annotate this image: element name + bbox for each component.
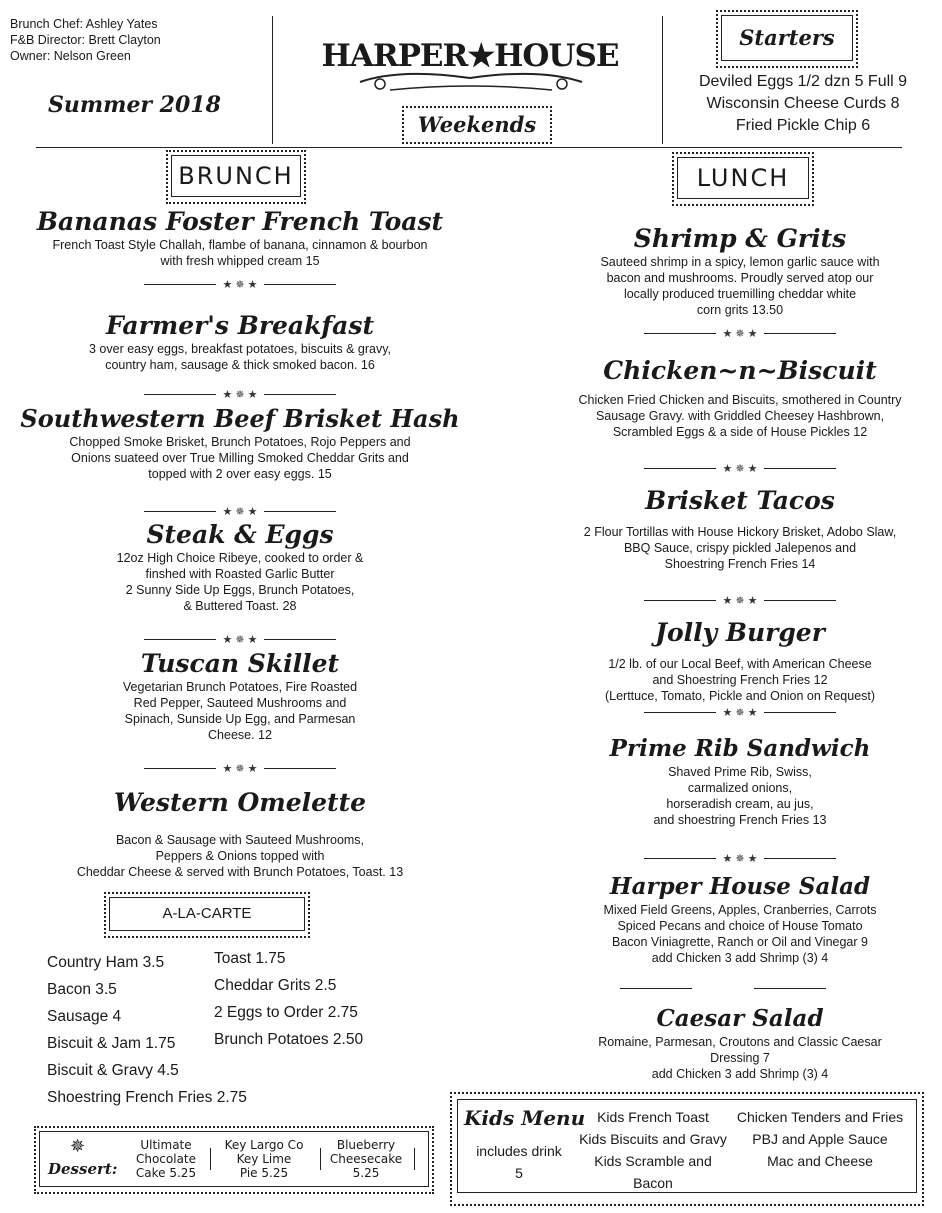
alacarte-heading-box [104,892,310,938]
alacarte-item: Brunch Potatoes 2.50 [214,1031,364,1048]
divider: ★ ✵ ★ [540,594,940,607]
alacarte-item: Cheddar Grits 2.5 [214,977,337,994]
alacarte-heading: A-LA-CARTE [162,905,252,922]
staff-list [10,16,161,64]
lunch-item-desc: Chicken Fried Chicken and Biscuits, smothered in Country Sausage Gravy. with Griddled Cheesey Hashbrown, Scrambled Eggs & a side of House Pickles 12 [578,393,902,439]
starters-heading: Starters [739,25,835,50]
logo [320,20,620,100]
brunch-item [20,649,460,743]
brunch-item [5,788,475,880]
brunch-item-name: Southwestern Beef Brisket Hash [20,404,460,433]
lunch-item-desc: 2 Flour Tortillas with House Hickory Brisket, Adobo Slaw, BBQ Sauce, crispy pickled Jalepenos and Shoestring French Fries 14 [583,525,897,571]
kids-item: Kids French Toast [597,1109,709,1125]
kids-item: Chicken Tenders and Fries [736,1109,904,1125]
dessert-item: Key Largo Co Key Lime Pie 5.25 [224,1138,304,1180]
lunch-item-name: Jolly Burger [655,618,825,647]
alacarte-item: Shoestring French Fries 2.75 [47,1089,247,1106]
lunch-heading: LUNCH [696,164,790,192]
season-label: Summer 2018 [48,92,221,118]
divider: ★ ✵ ★ [540,462,940,475]
dessert-item: Blueberry Cheesecake 5.25 [329,1138,403,1180]
divider: ★ ✵ ★ [40,505,440,518]
divider: ★ ✵ ★ [40,278,440,291]
brunch-item-name: Farmer's Breakfast [105,311,375,340]
kids-menu-col1 [578,1106,728,1194]
alacarte-item: Sausage 4 [47,1008,122,1025]
lunch-item [520,618,942,704]
staff-owner: Owner: Nelson Green [10,49,131,63]
lunch-item-desc: Mixed Field Greens, Apples, Cranberries, Carrots Spiced Pecans and choice of House Tomato Bacon Viniagrette, Ranch or Oil and Vinegar 9 add Chicken 3 add Shrimp (3) 4 [603,903,877,965]
staff-director: F&B Director: Brett Clayton [10,33,161,47]
starter-item: Fried Pickle Chip 6 [735,117,871,134]
divider: ★ ✵ ★ [540,852,940,865]
dessert-label: Dessert: [48,1160,118,1178]
lunch-item [520,356,942,440]
starter-item: Deviled Eggs 1/2 dzn 5 Full 9 [698,73,908,90]
lunch-item [520,872,942,966]
brunch-item-desc: 3 over easy eggs, breakfast potatoes, biscuits & gravy, country ham, sausage & thick smoked bacon. 16 [88,342,391,372]
alacarte-item: Toast 1.75 [214,950,286,967]
dessert-item: Ultimate Chocolate Cake 5.25 [135,1138,197,1180]
dessert-divider [210,1148,211,1170]
alacarte-item: Biscuit & Gravy 4.5 [47,1062,179,1079]
kids-item: Mac and Cheese [767,1153,873,1169]
lunch-item [520,1004,942,1082]
alacarte-item: Bacon 3.5 [47,981,117,998]
brunch-item [20,207,460,269]
lunch-item-name: Chicken~n~Biscuit [603,356,877,385]
lunch-item [520,224,942,318]
divider: ★ ✵ ★ [40,762,440,775]
header-divider-left [272,16,273,144]
brunch-heading-box [166,150,306,204]
brunch-heading: BRUNCH [178,162,294,190]
brunch-item-desc: Bacon & Sausage with Sauteed Mushrooms, Peppers & Onions topped with Cheddar Cheese & served with Brunch Potatoes, Toast. 13 [76,833,404,879]
dessert-divider [414,1148,415,1170]
staff-chef: Brunch Chef: Ashley Yates [10,17,158,31]
kids-menu-note: includes drink 5 [476,1143,562,1181]
brunch-item-name: Western Omelette [113,788,367,817]
lunch-item-name: Brisket Tacos [645,486,835,515]
kids-item: PBJ and Apple Sauce [752,1131,888,1147]
weekends-label: Weekends [417,112,537,137]
divider: ★ ✵ ★ [540,706,940,719]
lunch-item-name: Harper House Salad [609,873,871,900]
alacarte-col2 [214,945,363,1053]
logo-text: HARPER★HOUSE [321,38,619,74]
alacarte-item: 2 Eggs to Order 2.75 [214,1004,358,1021]
brunch-item [5,404,475,482]
brunch-item [20,311,460,373]
kids-menu-col2 [732,1106,908,1172]
lunch-item-desc: Romaine, Parmesan, Croutons and Classic Caesar Dressing 7 add Chicken 3 add Shrimp (3) 4 [598,1035,882,1081]
lunch-item-name: Caesar Salad [656,1005,824,1032]
starters-heading-box [716,10,858,68]
star-icon: ✵ [70,1136,86,1156]
divider [620,988,692,989]
divider [754,988,826,989]
brunch-item-desc: Vegetarian Brunch Potatoes, Fire Roasted Red Pepper, Sauteed Mushrooms and Spinach, Sunside Up Egg, and Parmesan Cheese. 12 [122,680,358,742]
lunch-item-name: Shrimp & Grits [633,224,847,253]
lunch-item [500,486,942,572]
lunch-item-desc: Sauteed shrimp in a spicy, lemon garlic sauce with bacon and mushrooms. Proudly served atop our locally produced truemilling cheddar white corn grits 13.50 [600,255,880,317]
brunch-item-desc: 12oz High Choice Ribeye, cooked to order & finshed with Roasted Garlic Butter 2 Sunny Side Up Eggs, Brunch Potatoes, & Buttered Toast. 28 [116,551,364,613]
divider: ★ ✵ ★ [40,633,440,646]
kids-menu-box [450,1092,924,1206]
brunch-item-name: Bananas Foster French Toast [36,207,444,236]
brunch-item-name: Tuscan Skillet [140,649,340,678]
brunch-item-desc: Chopped Smoke Brisket, Brunch Potatoes, Rojo Peppers and Onions suateed over True Milling Smoked Cheddar Grits and topped with 2 over easy eggs. 15 [69,435,411,481]
kids-item: Kids Scramble and Bacon [594,1153,712,1191]
divider: ★ ✵ ★ [540,327,940,340]
lunch-item-desc: Shaved Prime Rib, Swiss, carmalized onions, horseradish cream, au jus, and shoestring French Fries 13 [653,765,827,827]
lunch-item-desc: 1/2 lb. of our Local Beef, with American Cheese and Shoestring French Fries 12 (Lerttuce, Tomato, Pickle and Onion on Request) [604,657,876,703]
brunch-item-name: Steak & Eggs [146,520,334,549]
brunch-item [20,520,460,614]
starters-list [672,71,934,137]
divider: ★ ✵ ★ [40,388,440,401]
lunch-item [520,734,942,828]
kids-menu-heading: Kids Menu [464,1106,586,1130]
kids-item: Kids Biscuits and Gravy [579,1131,727,1147]
alacarte-item: Country Ham 3.5 [47,954,165,971]
brunch-item-desc: French Toast Style Challah, flambe of banana, cinnamon & bourbon with fresh whipped cream 15 [52,238,428,268]
header-divider-right [662,16,663,144]
dessert-box [34,1126,434,1194]
lunch-heading-box [672,152,814,206]
weekends-box [402,106,552,144]
starter-item: Wisconsin Cheese Curds 8 [706,95,900,112]
alacarte-item: Biscuit & Jam 1.75 [47,1035,176,1052]
lunch-item-name: Prime Rib Sandwich [609,735,871,762]
header-rule [36,147,902,148]
